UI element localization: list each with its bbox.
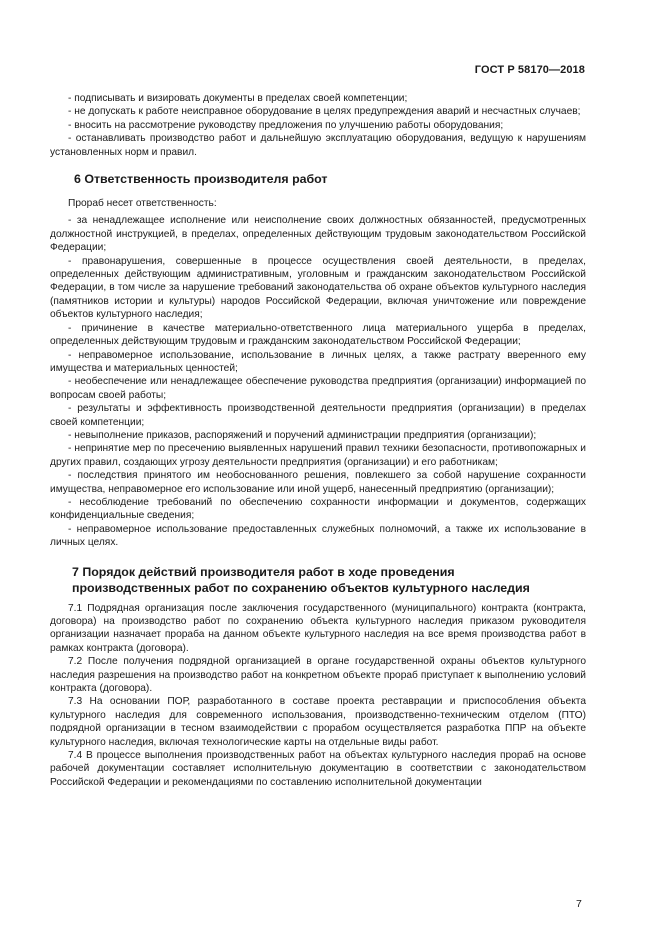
clause-7-2: 7.2 После получения подрядной организацией в органе государственной охраны объектов культурного наследия разрешения на производство работ на конкретном объекте прораб приступает к выполнению условий контракта (договора). xyxy=(50,656,586,695)
list-item: - невыполнение приказов, распоряжений и поручений администрации предприятия (организации); xyxy=(68,429,537,441)
list-item: - подписывать и визировать документы в пределах своей компетенции; xyxy=(68,93,408,104)
list-item: - неправомерное использование предоставленных служебных полномочий, а также их использование в личных целях. xyxy=(50,523,586,549)
list-item: - правонарушения, совершенные в процессе осуществления своей деятельности, в пределах, определенных действующим административным, уголовным и гражданским законодательством Российской Федерации, в том числе за нарушение требований законодательства об охране объектов культурного наследия (памятников истории и культуры) народов Российской Федерации, включая уничтожение или повреждение объектов культурного наследия; xyxy=(50,255,586,321)
clause-7-3: 7.3 На основании ПОР, разработанного в составе проекта реставрации и приспособления объекта культурного наследия для современного использования, производственно-техническим отделом (ПТО) подрядной организации в тесном взаимодействии с прорабом осуществляется разработка ППР на объекте культурного наследия, включая технологические карты на отдельные виды работ. xyxy=(50,696,586,748)
section-7-heading xyxy=(50,564,586,596)
list-item: - за ненадлежащее исполнение или неисполнение своих должностных обязанностей, предусмотренных должностной инструкцией, в пределах, определенных действующим трудовым законодательством Российской Федерации; xyxy=(50,215,586,254)
section-7-heading-line-2: производственных работ по сохранению объектов культурного наследия xyxy=(72,580,530,595)
list-item: - несоблюдение требований по обеспечению сохранности информации и документов, содержащих конфиденциальные сведения; xyxy=(50,496,586,522)
list-item: - непринятие мер по пресечению выявленных нарушений правил техники безопасности, противопожарных и других правил, создающих угрозу деятельности предприятия (организации) и его работникам; xyxy=(50,443,586,468)
list-item: - неправомерное использование, использование в личных целях, а также растрату вверенного ему имущества и материальных ценностей; xyxy=(50,349,586,374)
section-7-heading-line-1: 7 Порядок действий производителя работ в ходе проведения xyxy=(72,564,455,579)
list-item: - вносить на рассмотрение руководству предложения по улучшению работы оборудования; xyxy=(68,119,504,131)
list-item: - необеспечение или ненадлежащее обеспечение руководства предприятия (организации) информацией по вопросам своей работы; xyxy=(50,376,586,401)
list-item: - не допускать к работе неисправное оборудование в целях предупреждения аварий и несчастных случаев; xyxy=(68,106,581,118)
page-content xyxy=(50,92,586,789)
section-6-heading: 6 Ответственность производителя работ xyxy=(74,172,328,187)
clause-7-4: 7.4 В процессе выполнения производственных работ на объектах культурного наследия прораб на основе рабочей документации составляет исполнительную документацию в соответствии с законодательством Российской Федерации и рекомендациями по составлению исполнительной документации xyxy=(50,750,586,788)
list-item: - причинение в качестве материально-ответственного лица материального ущерба в пределах, определенных действующим трудовым и гражданским законодательством Российской Федерации; xyxy=(50,322,586,348)
section-6-lead: Прораб несет ответственность: xyxy=(68,198,217,210)
list-item: - последствия принятого им необоснованного решения, повлекшего за собой нарушение сохранности имущества, неправомерное его использование или иной ущерб, нанесенный предприятию (организации); xyxy=(50,470,586,495)
list-item: - результаты и эффективность производственной деятельности предприятия (организации) в пределах своей компетенции; xyxy=(50,403,586,428)
list-item: - останавливать производство работ и дальнейшую эксплуатацию оборудования, ведущую к нарушениям установленных норм и правил. xyxy=(50,133,586,158)
clause-7-1: 7.1 Подрядная организация после заключения государственного (муниципального) контракта (контракта, договора) на производство работ по сохранению объекта культурного наследия приказом руководителя организации назначает прораба на данном объекте культурного наследия на все время производства работ в рамках контракта (договора). xyxy=(50,602,586,654)
standard-code: ГОСТ Р 58170—2018 xyxy=(474,64,585,76)
page-number: 7 xyxy=(576,898,582,910)
